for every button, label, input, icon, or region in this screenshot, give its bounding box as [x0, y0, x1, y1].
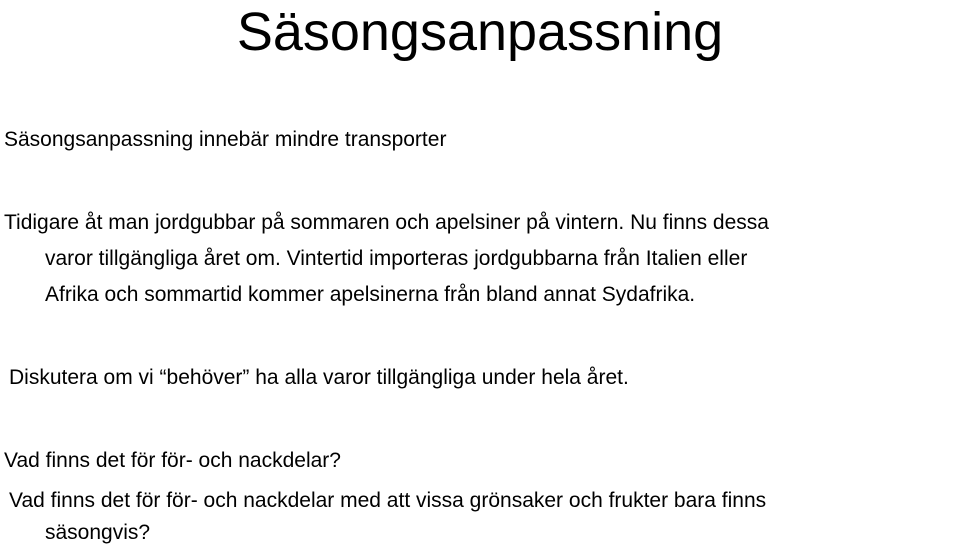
discussion-prompt: Diskutera om vi “behöver” ha alla varor tillgängliga under hela året. [9, 366, 629, 389]
paragraph-line-3: Afrika och sommartid kommer apelsinerna från bland annat Sydafrika. [45, 283, 696, 306]
intro-text: Säsongsanpassning innebär mindre transporter [4, 128, 447, 151]
slide-title: Säsongsanpassning [236, 2, 724, 62]
question-seasonal-line-1: Vad finns det för för- och nackdelar med att vissa grönsaker och frukter bara finns [9, 489, 767, 512]
paragraph-line-1: Tidigare åt man jordgubbar på sommaren och apelsiner på vintern. Nu finns dessa [4, 211, 769, 234]
question-pros-cons: Vad finns det för för- och nackdelar? [4, 449, 341, 472]
paragraph-line-2: varor tillgängliga året om. Vintertid importeras jordgubbarna från Italien eller [45, 247, 748, 270]
question-seasonal-line-2: säsongvis? [45, 521, 151, 544]
